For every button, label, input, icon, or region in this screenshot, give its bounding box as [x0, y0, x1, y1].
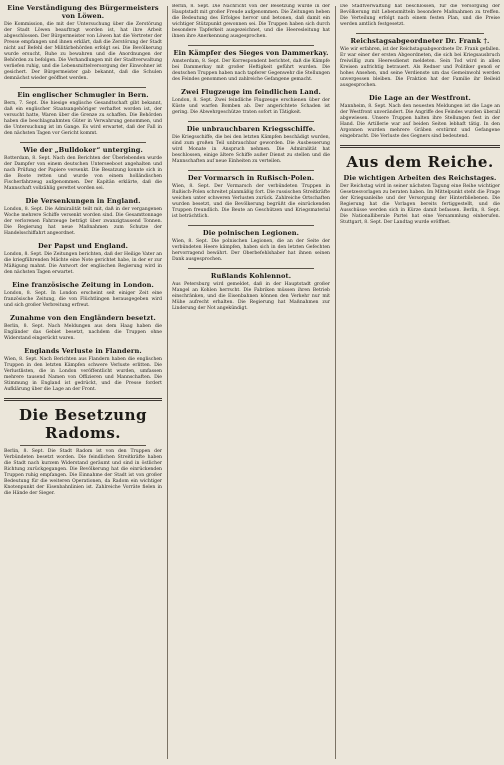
article-heading: Die wichtigen Arbeiten des Reichstages. [343, 174, 497, 182]
separator [356, 33, 484, 34]
article-heading: Ein englischer Schmugler in Bern. [17, 91, 149, 99]
article-heading: Der Papst und England. [37, 242, 128, 250]
article-body: Die Kommission, die mit der Untersuchung über die Zerstörung der Stadt Löwen beauftragt worden ist, hat ihre Arbeit abgeschlossen. Der Bürgermeister von Löwen hat die Vertreter der Presse empfangen und ihnen erklärt, daß die Zerstörung der Stadt nicht auf Befehl der Militärbehörden erfolgt sei. Die Bevölkerung wurde ersucht, Ruhe zu bewahren und die Anordnungen der Behörden zu befolgen. Die Verhandlungen mit der Stadtverwaltung verliefen ruhig, und die Lebensmittelversorgung der Einwohner ist gesichert. Der Bürgermeister gab bekannt, daß die Schulen demnächst wieder geöffnet werden. [4, 22, 162, 81]
article-body: Aus Petersburg wird gemeldet, daß in der Hauptstadt großer Mangel an Kohlen herrscht. Die Fabriken müssen ihren Betrieb einschränken, und die Eisenbahnen können den Verkehr nur mit Mühe aufrecht erhalten. Die Regierung hat Maßnahmen zur Linderung der Not angekündigt. [172, 282, 330, 311]
article-heading: Die Lage an der Westfront. [369, 94, 471, 102]
article [172, 272, 330, 312]
article-heading: Englands Verluste in Flandern. [24, 347, 142, 355]
article-body: Die Kriegsschiffe, die bei den letzten Kämpfen beschädigt wurden, sind zum großen Teil unbrauchbar geworden. Die Ausbesserung wird Monate in Anspruch nehmen. Die Admiralität hat beschlossen, einige ältere Schiffe außer Dienst zu stellen und die Mannschaften auf neue Einheiten zu verteilen. [172, 135, 330, 164]
article-body: London, 8. Sept. Die Zeitungen berichten, daß der Heilige Vater an die kriegführenden Mächte eine Note gerichtet habe, in der er zur Mäßigung mahnt. Die Antwort der englischen Regierung wird in den nächsten Tagen erwartet. [4, 252, 162, 275]
article-body: Wien, 8. Sept. Die polnischen Legionen, die an der Seite der verbündeten Heere kämpfen, haben sich in den letzten Gefechten hervorragend bewährt. Der Oberbefehlshaber hat ihnen seinen Dank ausgesprochen. [172, 239, 330, 262]
article-heading: Zwei Flugzeuge im feindlichen Land. [181, 88, 321, 96]
section-headline: Aus dem Reiche. [346, 153, 494, 171]
column-rule [167, 6, 168, 759]
column-3 [340, 4, 500, 761]
article-heading: Wie der „Bulldoker“ unterging. [23, 146, 143, 154]
separator [188, 45, 314, 46]
article-heading: Eine französische Zeitung in London. [12, 281, 154, 289]
article [172, 88, 330, 116]
article [340, 174, 500, 226]
separator [188, 121, 314, 122]
article-body: Mannheim, 8. Sept. Nach den neuesten Meldungen ist die Lage an der Westfront unverändert. Die Angriffe des Feindes wurden überall abgewiesen. Unsere Truppen halten ihre Stellungen fest in der Hand. Die Artillerie war auf beiden Seiten lebhaft tätig. In den Argonnen wurden mehrere Gräben erstürmt und Gefangene eingebracht. Die Verluste des Gegners sind bedeutend. [340, 104, 500, 139]
article-body: Der Reichstag wird in seiner nächsten Tagung eine Reihe wichtiger Gesetzesvorlagen zu beraten haben. Im Mittelpunkt steht die Frage der Kriegsanleihe und der Versorgung der Hinterbliebenen. Die Regierung hat die Vorlagen bereits fertiggestellt, und die Ausschüsse werden sich in Kürze damit befassen. Berlin, 8. Sept. Die Nationalliberale Partei hat eine Versammlung einberufen. Stuttgart, 8. Sept. Der Landtag wurde eröffnet. [340, 184, 500, 225]
article-heading: Ein Kämpfer des Sieges von Dammerkay. [173, 49, 329, 57]
article [4, 314, 162, 342]
article [4, 347, 162, 393]
separator [188, 170, 314, 171]
column-2 [172, 4, 330, 761]
article-body: London, 8. Sept. In London erscheint seit einiger Zeit eine französische Zeitung, die von Flüchtlingen herausgegeben wird und sich großer Verbreitung erfreut. [4, 291, 162, 308]
article-heading: Die unbrauchbaren Kriegsschiffe. [186, 125, 316, 133]
article-heading: Die polnischen Legionen. [202, 229, 300, 237]
article-heading: Die Versenkungen in England. [25, 197, 141, 205]
article [340, 37, 500, 89]
article-body: London, 8. Sept. Die Admiralität teilt mit, daß in der vergangenen Woche mehrere Schiffe versenkt worden sind. Die Gesamttonnage der verlorenen Fahrzeuge beträgt über zwanzigtausend Tonnen. Die Regierung hat neue Maßnahmen zum Schutze der Handelsschiffahrt angeordnet. [4, 207, 162, 236]
double-rule [4, 398, 162, 401]
article [4, 281, 162, 309]
article-heading: Eine Verständigung des Bürgermeisters von Löwen. [7, 4, 159, 20]
article-body: Amsterdam, 8. Sept. Der Korrespondent berichtet, daß die Kämpfe bei Dammerkay mit großer Heftigkeit geführt wurden. Die deutschen Truppen haben nach tapferer Gegenwehr die Stellungen des Feindes genommen und zahlreiche Gefangene gemacht. [172, 59, 330, 82]
article-body: Bern, 7. Sept. Die hiesige englische Gesandtschaft gibt bekannt, daß ein englischer Staatsangehöriger verhaftet worden ist, der versucht hatte, Waren über die Grenze zu schaffen. Die Behörden haben die beschlagnahmten Güter in Verwahrung genommen, und die Untersuchung ist im Gange. Es wird erwartet, daß der Fall in den nächsten Tagen vor Gericht kommt. [4, 101, 162, 136]
article [172, 229, 330, 263]
article [172, 4, 330, 40]
article [172, 174, 330, 220]
article [172, 49, 330, 83]
article-heading: Rußlands Kohlennot. [210, 272, 292, 280]
main-article-body: Berlin, 8. Sept. Die Stadt Radom ist von den Truppen der Verbündeten besetzt worden. Die feindlichen Streitkräfte haben die Stadt nach kurzem Widerstand geräumt und sind in östlicher Richtung zurückgegangen. Die Bevölkerung hat die einrückenden Truppen ruhig empfangen. Die Einnahme der Stadt ist von großer Bedeutung für die weiteren Operationen, da Radom ein wichtiger Knotenpunkt der Eisenbahnlinien ist. Zahlreiche Vorräte fielen in die Hände der Sieger. [4, 449, 162, 496]
article [4, 197, 162, 237]
separator [20, 445, 146, 446]
article [340, 4, 500, 28]
article-heading: Zunahme von den Engländern besetzt. [10, 314, 156, 322]
article-body: Die Stadtverwaltung hat beschlossen, für die Versorgung der Bevölkerung mit Lebensmitteln besondere Maßnahmen zu treffen. Die Verteilung erfolgt nach einem festen Plan, und die Preise werden amtlich festgesetzt. [340, 4, 500, 27]
main-headline: Die Besetzung Radoms. [19, 406, 147, 442]
separator [188, 225, 314, 226]
article-body: Berlin, 8. Sept. Nach Meldungen aus dem Haag haben die Engländer das Gebiet besetzt, nachdem die Truppen ohne Widerstand eingerückt waren. [4, 324, 162, 341]
double-rule [340, 145, 500, 148]
article-body: Wien, 8. Sept. Der Vormarsch der verbündeten Truppen in Rußisch-Polen schreitet planmäßig fort. Die russischen Streitkräfte weichen unter schweren Verlusten zurück. Zahlreiche Ortschaften wurden besetzt, und die Bevölkerung begrüßt die einrückenden Truppen freundlich. Die Beute an Geschützen und Kriegsmaterial ist beträchtlich. [172, 184, 330, 219]
column-1 [4, 4, 162, 761]
column-rule [335, 6, 336, 759]
article-body: London, 8. Sept. Zwei feindliche Flugzeuge erschienen über der Küste und warfen Bomben ab. Der angerichtete Schaden ist gering. Die Abwehrgeschütze traten sofort in Tätigkeit. [172, 98, 330, 115]
article [4, 242, 162, 276]
separator [188, 268, 314, 269]
article-body: Rotterdam, 8. Sept. Nach den Berichten der Überlebenden wurde der Dampfer von einem deutschen Unterseeboot angehalten und nach Prüfung der Papiere versenkt. Die Besatzung konnte sich in die Boote retten und wurde von einem holländischen Fischerfahrzeug aufgenommen. Der Kapitän erklärte, daß die Mannschaft vollzählig gerettet worden sei. [4, 156, 162, 191]
separator [20, 87, 146, 88]
separator [20, 142, 146, 143]
article-heading: Der Vormarsch in Rußisch-Polen. [187, 174, 315, 182]
article-body: Berlin, 8. Sept. Die Nachricht von der Besetzung wurde in der Hauptstadt mit großer Freude aufgenommen. Die Zeitungen heben die Bedeutung des Erfolges hervor und betonen, daß damit ein wichtiger Stützpunkt gewonnen sei. Die Truppen haben sich durch besondere Tapferkeit ausgezeichnet, und die Heeresleitung hat ihnen ihre Anerkennung ausgesprochen. [172, 4, 330, 39]
article [172, 125, 330, 165]
article [4, 146, 162, 192]
article [4, 91, 162, 137]
article-body: Wien, 8. Sept. Nach Berichten aus Flandern haben die englischen Truppen in den letzten Kämpfen schwere Verluste erlitten. Die Verlustlisten, die in London veröffentlicht wurden, umfassen mehrere tausend Namen von Offizieren und Mannschaften. Die Stimmung in England ist gedrückt, und die Presse fordert Aufklärung über die Lage an der Front. [4, 357, 162, 392]
article-body: Wie wir erfahren, ist der Reichstagsabgeordnete Dr. Frank gefallen. Er war einer der ersten Abgeordneten, die sich bei Kriegsausbruch freiwillig zum Heeresdienst meldeten. Sein Tod wird in allen Kreisen aufrichtig betrauert. Als Redner und Politiker genoß er hohes Ansehen, und seine Verdienste um das Gemeinwohl werden unvergessen bleiben. Die Fraktion hat der Familie ihr Beileid ausgesprochen. [340, 47, 500, 88]
article-heading: Reichstagsabgeordneter Dr. Frank †. [350, 37, 490, 45]
article [340, 94, 500, 140]
article [4, 4, 162, 82]
